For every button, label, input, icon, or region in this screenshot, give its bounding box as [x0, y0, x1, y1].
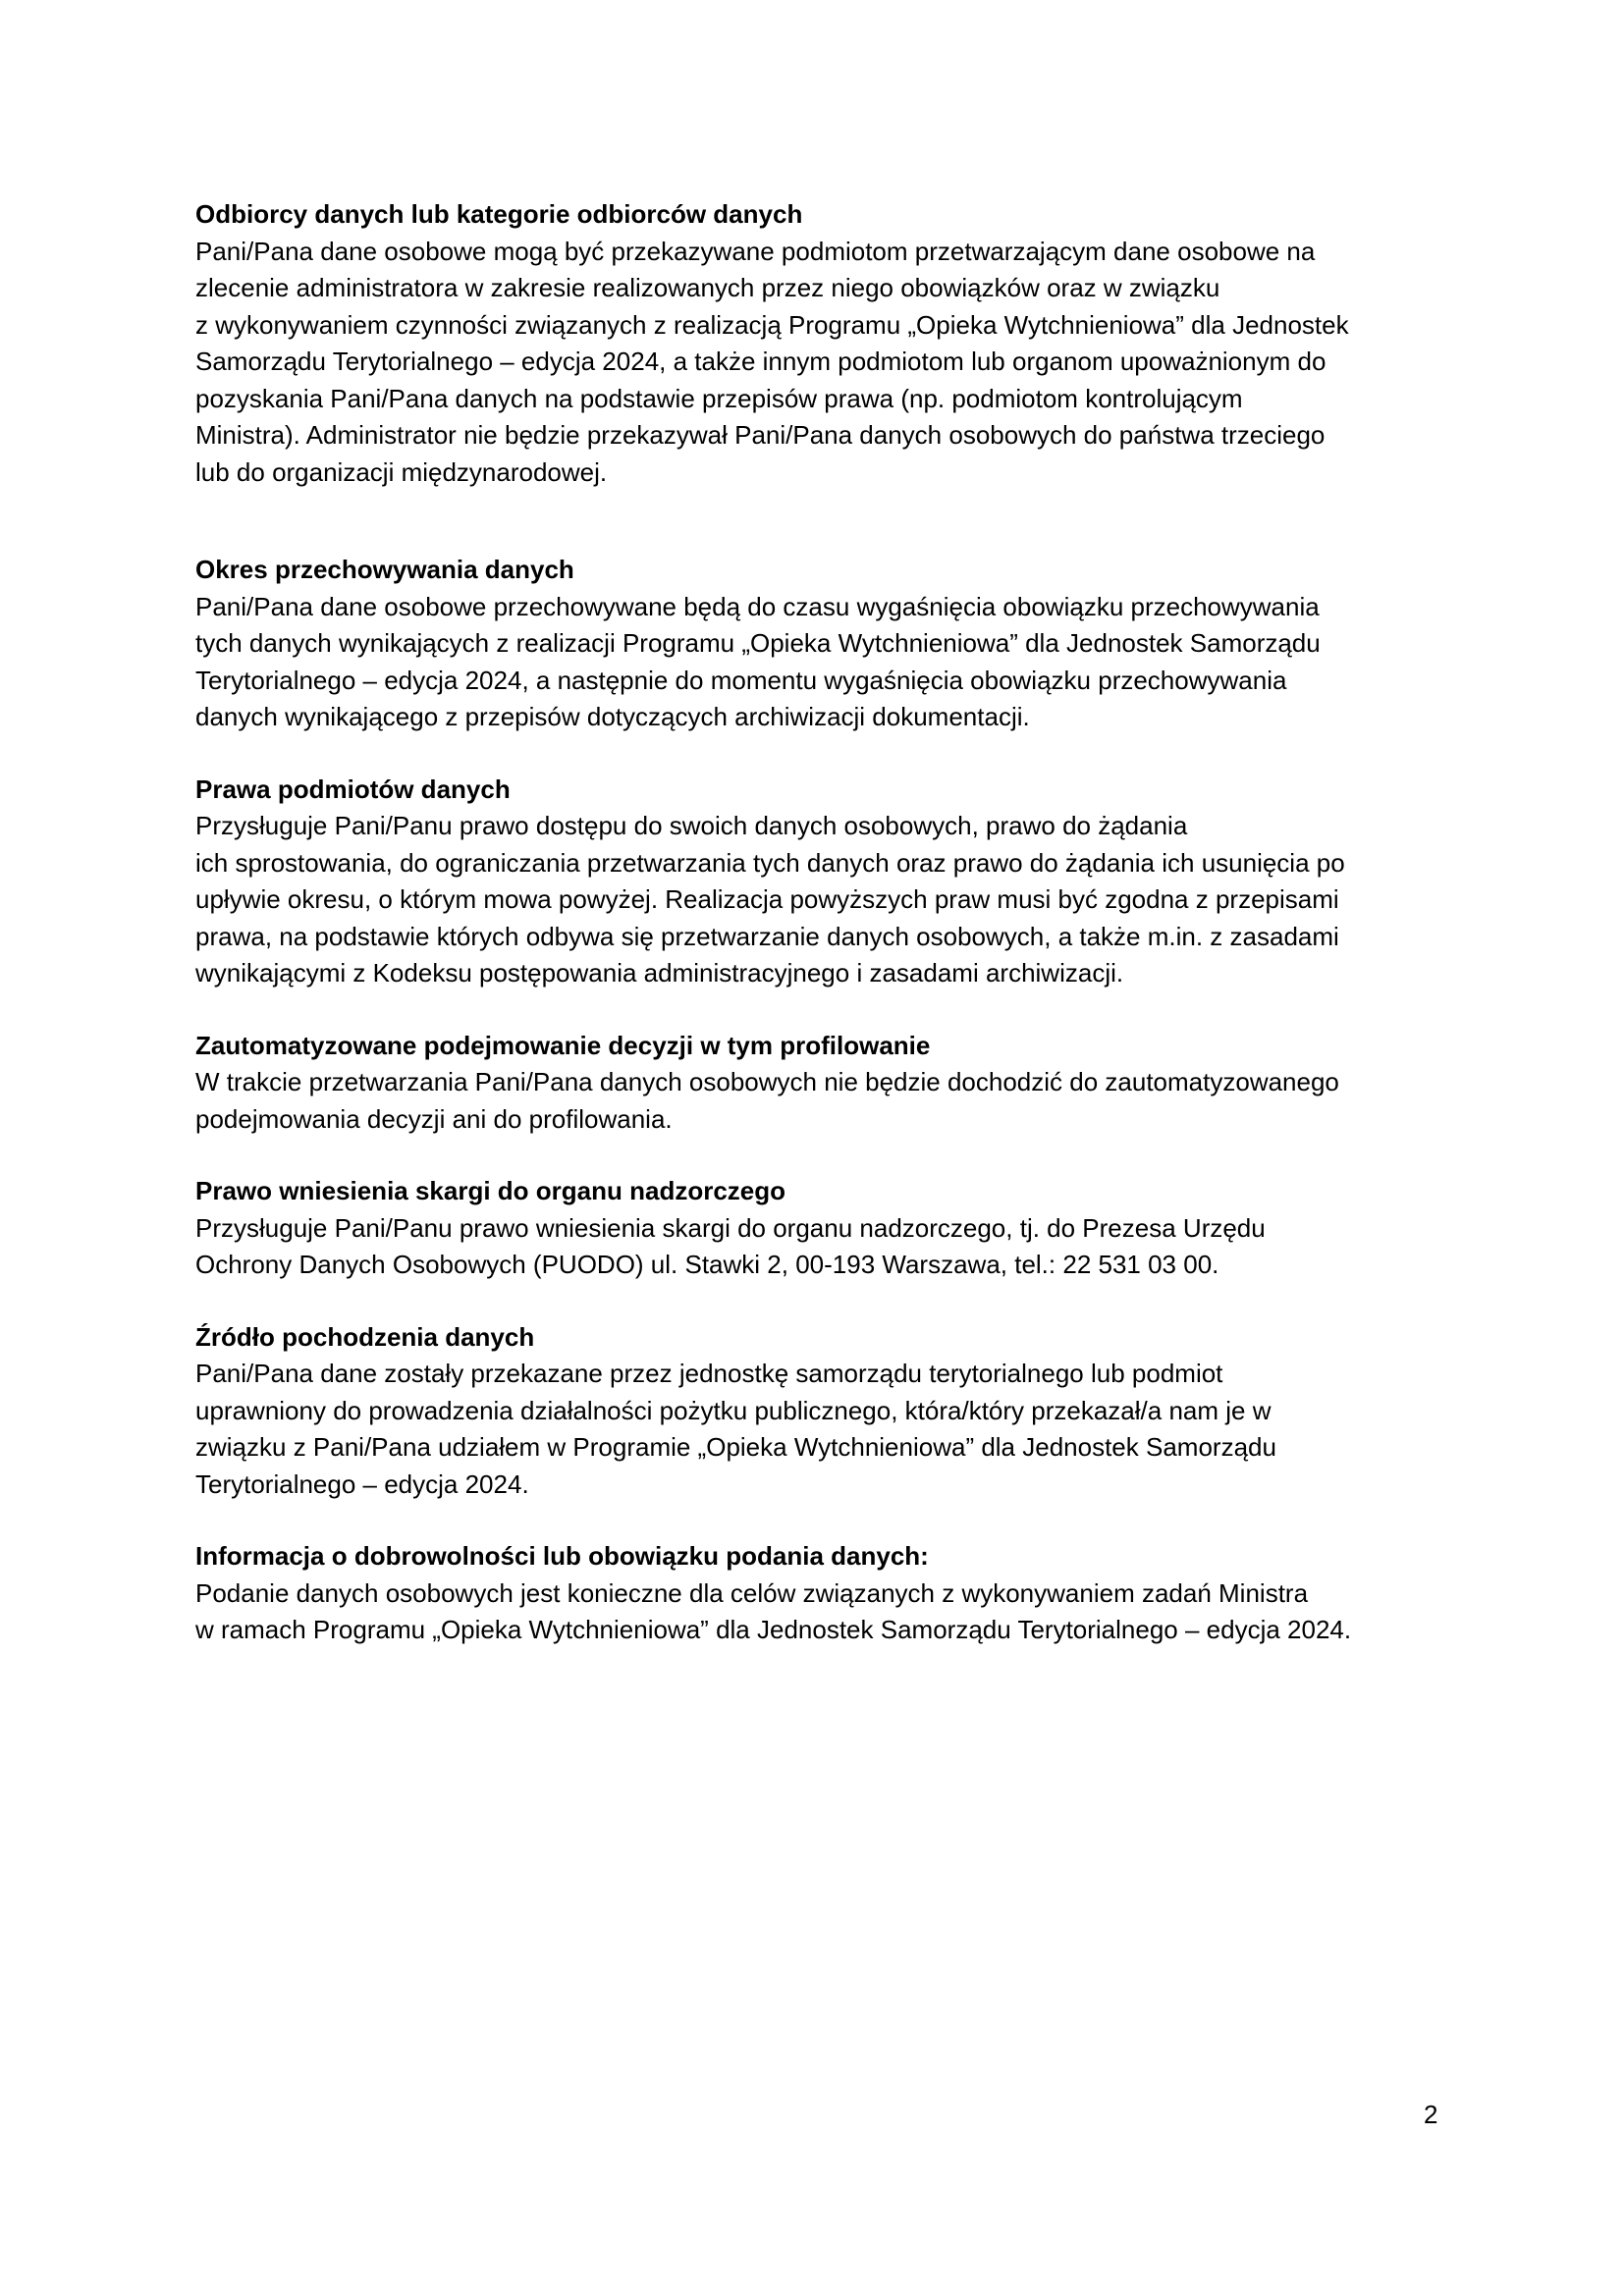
paragraph-line: Pani/Pana dane osobowe mogą być przekazywane podmiotom przetwarzającym dane osobowe na — [195, 236, 1316, 266]
paragraph-line: Pani/Pana dane osobowe przechowywane będą do czasu wygaśnięcia obowiązku przechowywania — [195, 591, 1320, 621]
paragraph-line: wynikającymi z Kodeksu postępowania administracyjnego i zasadami archiwizacji. — [195, 958, 1124, 988]
section-data-source — [195, 1319, 1472, 1504]
paragraph-line: Podanie danych osobowych jest konieczne dla celów związanych z wykonywaniem zadań Ministra — [195, 1577, 1309, 1608]
section-data-subject-rights — [195, 772, 1472, 992]
section-heading: Okres przechowywania danych — [195, 555, 574, 584]
section-voluntary-info — [195, 1538, 1472, 1649]
section-heading: Odbiorcy danych lub kategorie odbiorców danych — [195, 199, 803, 229]
section-automated-decisions — [195, 1028, 1472, 1139]
paragraph-line: upływie okresu, o którym mowa powyżej. Realizacja powyższych praw musi być zgodna z przepisami — [195, 884, 1339, 914]
paragraph-line: w ramach Programu „Opieka Wytchnieniowa” dla Jednostek Samorządu Terytorialnego – edycja 2024. — [195, 1615, 1352, 1644]
paragraph-line: Terytorialnego – edycja 2024. — [195, 1468, 529, 1499]
section-heading: Prawo wniesienia skargi do organu nadzorczego — [195, 1176, 786, 1205]
paragraph-line: uprawniony do prowadzenia działalności pożytku publicznego, która/który przekazał/a nam je w — [195, 1395, 1272, 1425]
document-page — [195, 196, 1472, 1649]
paragraph-line: Terytorialnego – edycja 2024, a następnie do momentu wygaśnięcia obowiązku przechowywania — [195, 665, 1287, 695]
paragraph-line: Ochrony Danych Osobowych (PUODO) ul. Stawki 2, 00-193 Warszawa, tel.: 22 531 03 00. — [195, 1250, 1219, 1279]
paragraph-line: Przysługuje Pani/Panu prawo wniesienia skargi do organu nadzorczego, tj. do Prezesa Urzędu — [195, 1212, 1266, 1243]
paragraph-line: tych danych wynikających z realizacji Programu „Opieka Wytchnieniowa” dla Jednostek Samorządu — [195, 628, 1321, 658]
section-heading: Zautomatyzowane podejmowanie decyzji w tym profilowanie — [195, 1030, 931, 1060]
paragraph-line: danych wynikającego z przepisów dotyczących archiwizacji dokumentacji. — [195, 702, 1030, 731]
paragraph-line: z wykonywaniem czynności związanych z realizacją Programu „Opieka Wytchnieniowa” dla Jednostek — [195, 309, 1349, 340]
paragraph-line: związku z Pani/Pana udziałem w Programie „Opieka Wytchnieniowa” dla Jednostek Samorządu — [195, 1432, 1276, 1462]
page-number: 2 — [1424, 2100, 1438, 2129]
paragraph-line: lub do organizacji międzynarodowej. — [195, 456, 608, 487]
paragraph-line: Ministra). Administrator nie będzie przekazywał Pani/Pana danych osobowych do państwa trzeciego — [195, 420, 1326, 450]
paragraph-line: pozyskania Pani/Pana danych na podstawie przepisów prawa (np. podmiotom kontrolującym — [195, 383, 1243, 413]
paragraph-line: podejmowania decyzji ani do profilowania. — [195, 1103, 673, 1134]
paragraph-line: W trakcie przetwarzania Pani/Pana danych osobowych nie będzie dochodzić do zautomatyzowanego — [195, 1067, 1339, 1096]
paragraph-line: Samorządu Terytorialnego – edycja 2024, a także innym podmiotom lub organom upoważnionym do — [195, 347, 1326, 376]
section-heading: Informacja o dobrowolności lub obowiązku podania danych: — [195, 1541, 929, 1571]
section-complaint-right — [195, 1173, 1472, 1284]
section-heading: Źródło pochodzenia danych — [195, 1321, 535, 1352]
paragraph-line: prawa, na podstawie których odbywa się przetwarzanie danych osobowych, a także m.in. z zasadami — [195, 921, 1339, 951]
paragraph-line: ich sprostowania, do ograniczania przetwarzania tych danych oraz prawo do żądania ich usunięcia po — [195, 847, 1345, 878]
section-heading: Prawa podmiotów danych — [195, 774, 511, 804]
paragraph-line: Pani/Pana dane zostały przekazane przez jednostkę samorządu terytorialnego lub podmiot — [195, 1359, 1223, 1388]
paragraph-line: zlecenie administratora w zakresie realizowanych przez niego obowiązków oraz w związku — [195, 273, 1220, 302]
paragraph-line: Przysługuje Pani/Panu prawo dostępu do swoich danych osobowych, prawo do żądania — [195, 811, 1188, 840]
section-data-recipients — [195, 196, 1472, 491]
section-retention-period — [195, 552, 1472, 736]
